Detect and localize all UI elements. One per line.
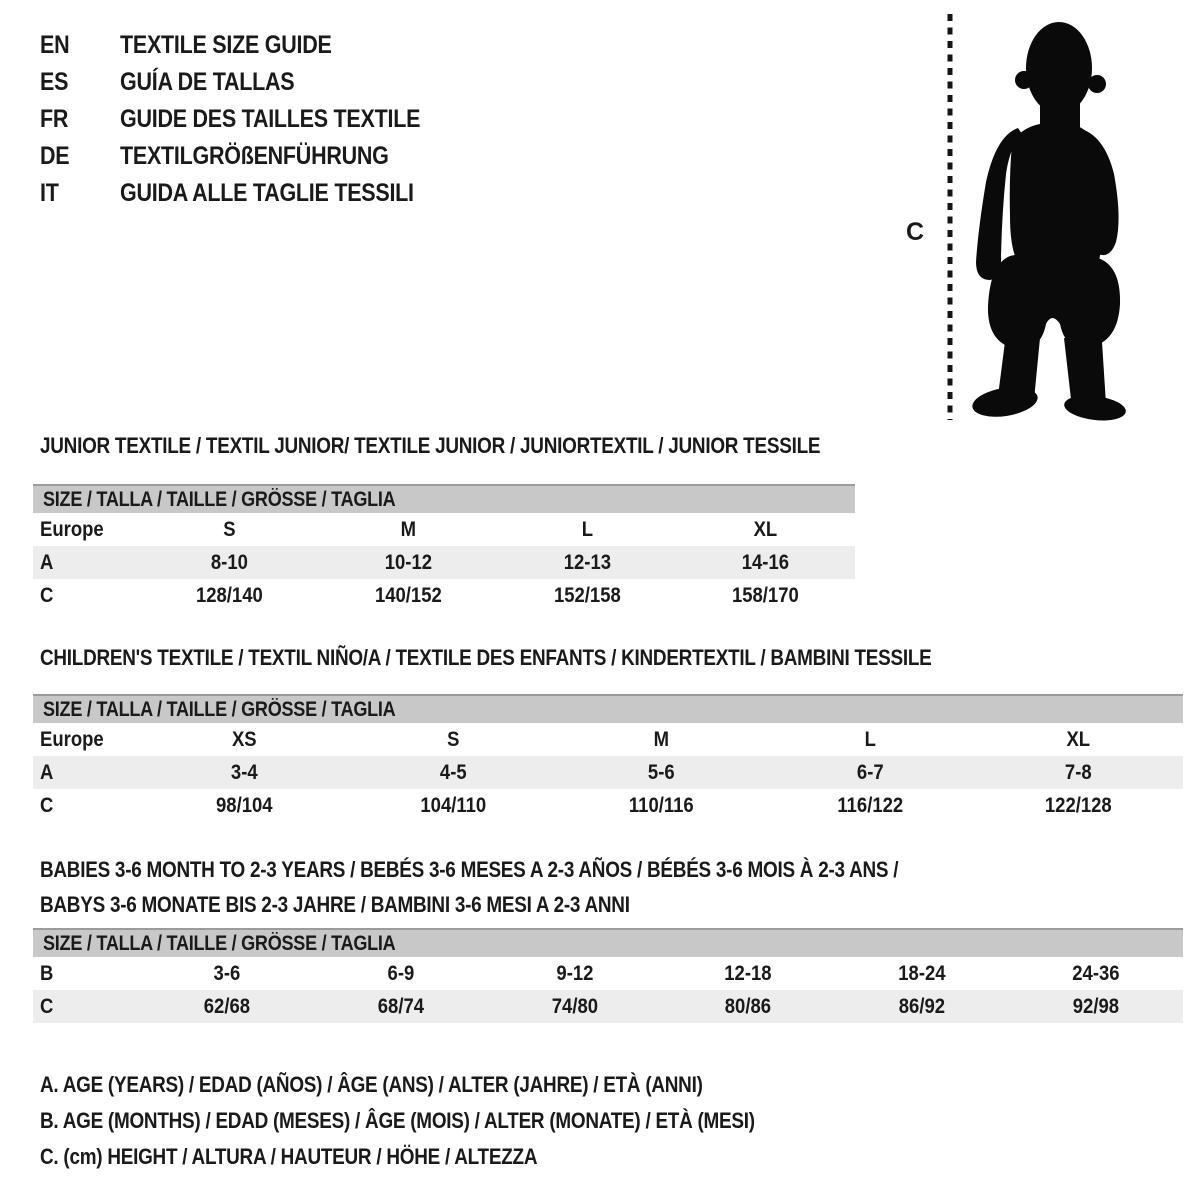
age-cell: 6-7: [856, 760, 884, 784]
height-cell: 140/152: [374, 583, 442, 607]
row-label: C: [40, 793, 54, 817]
age-cell: 3-6: [213, 961, 241, 985]
language-code: EN: [40, 31, 70, 59]
size-cell: M: [400, 517, 416, 541]
age-cell: 3-4: [230, 760, 258, 784]
size-cell: S: [446, 727, 460, 751]
legend-line-age-months: B. AGE (MONTHS) / EDAD (MESES) / ÂGE (MOIS) / ALTER (MONATE) / ETÀ (MESI): [40, 1108, 755, 1133]
language-list: [40, 27, 469, 212]
row-label: A: [40, 550, 54, 574]
age-cell: 24-36: [1072, 961, 1120, 985]
language-row: [40, 27, 469, 64]
legend-line-age-years: A. AGE (YEARS) / EDAD (AÑOS) / ÂGE (ANS) / ALTER (JAHRE) / ETÀ (ANNI): [40, 1072, 703, 1097]
language-row: [40, 101, 469, 138]
legend: [40, 1067, 871, 1175]
age-cell: 9-12: [556, 961, 594, 985]
babies-size-table: [33, 928, 1183, 1023]
size-cell: XL: [1066, 727, 1091, 751]
height-cell: 98/104: [216, 793, 273, 817]
age-cell: 4-5: [439, 760, 467, 784]
table-header-bar: SIZE / TALLA / TAILLE / GRÖSSE / TAGLIA: [33, 928, 1183, 957]
table-row-age-months: [33, 957, 1183, 990]
table-header-bar: SIZE / TALLA / TAILLE / GRÖSSE / TAGLIA: [33, 694, 1183, 723]
babies-section-title: BABIES 3-6 MONTH TO 2-3 YEARS / BEBÉS 3-6 MESES A 2-3 AÑOS / BÉBÉS 3-6 MOIS À 2-3 ANS / BABYS 3-6 MONATE BIS 2-3 JAHRE / BAMBINI 3-6 MESI A 2-3 ANNI: [40, 857, 899, 917]
age-cell: 14-16: [741, 550, 790, 574]
junior-section-title: JUNIOR TEXTILE / TEXTIL JUNIOR/ TEXTILE JUNIOR / JUNIORTEXTIL / JUNIOR TESSILE: [40, 433, 821, 458]
row-label: A: [40, 760, 54, 784]
height-cell: 86/92: [899, 994, 946, 1018]
language-row: [40, 138, 469, 175]
age-cell: 12-18: [724, 961, 773, 985]
age-cell: 12-13: [563, 550, 611, 574]
children-section-title: CHILDREN'S TEXTILE / TEXTIL NIÑO/A / TEXTILE DES ENFANTS / KINDERTEXTIL / BAMBINI TESSILE: [40, 645, 932, 670]
row-label: C: [40, 994, 54, 1018]
row-label: Europe: [40, 517, 104, 541]
height-cell: 128/140: [195, 583, 263, 607]
size-cell: L: [864, 727, 876, 751]
table-row-age-years: [33, 546, 855, 579]
height-dashed-line-icon: [945, 12, 955, 422]
language-code: FR: [40, 105, 69, 133]
row-label: Europe: [40, 727, 104, 751]
language-title: TEXTILE SIZE GUIDE: [120, 31, 332, 59]
table-row-europe: [33, 723, 1183, 756]
table-row-height-cm: [33, 579, 855, 612]
age-cell: 10-12: [384, 550, 432, 574]
height-cell: 80/86: [725, 994, 772, 1018]
language-row: [40, 64, 469, 101]
size-cell: XL: [753, 517, 778, 541]
language-code: IT: [40, 179, 59, 207]
legend-line-height: C. (cm) HEIGHT / ALTURA / HAUTEUR / HÖHE / ALTEZZA: [40, 1144, 538, 1169]
row-label: C: [40, 583, 54, 607]
height-cell: 104/110: [419, 793, 486, 817]
age-cell: 5-6: [648, 760, 675, 784]
children-size-table: [33, 694, 1183, 822]
height-cell: 68/74: [377, 994, 424, 1018]
toddler-silhouette-icon: [960, 16, 1140, 426]
height-cell: 116/122: [837, 793, 903, 817]
table-row-europe: [33, 513, 855, 546]
height-cell: 158/170: [732, 583, 800, 607]
language-title: GUIDE DES TAILLES TEXTILE: [120, 105, 421, 133]
size-cell: L: [581, 517, 593, 541]
height-cell: 74/80: [551, 994, 598, 1018]
height-cell: 110/116: [629, 793, 694, 817]
row-label: B: [40, 961, 54, 985]
language-title: GUIDA ALLE TAGLIE TESSILI: [120, 179, 414, 207]
size-cell: XS: [231, 727, 257, 751]
age-cell: 6-9: [387, 961, 415, 985]
height-cell: 122/128: [1045, 793, 1113, 817]
language-title: GUÍA DE TALLAS: [120, 68, 295, 96]
language-code: DE: [40, 142, 70, 170]
age-cell: 18-24: [898, 961, 946, 985]
age-cell: 7-8: [1065, 760, 1093, 784]
height-cell: 152/158: [553, 583, 621, 607]
height-cell: 92/98: [1072, 994, 1120, 1018]
language-row: [40, 175, 469, 212]
size-cell: S: [223, 517, 236, 541]
table-header-bar: SIZE / TALLA / TAILLE / GRÖSSE / TAGLIA: [33, 484, 855, 513]
age-cell: 8-10: [210, 550, 248, 574]
language-title: TEXTILGRÖßENFÜHRUNG: [120, 142, 389, 170]
table-row-age-years: [33, 756, 1183, 789]
table-row-height-cm: [33, 789, 1183, 822]
table-row-height-cm: [33, 990, 1183, 1023]
junior-size-table: [33, 484, 855, 612]
size-cell: M: [653, 727, 670, 751]
language-code: ES: [40, 68, 69, 96]
height-measure-label: C: [906, 218, 925, 246]
height-cell: 62/68: [203, 994, 251, 1018]
